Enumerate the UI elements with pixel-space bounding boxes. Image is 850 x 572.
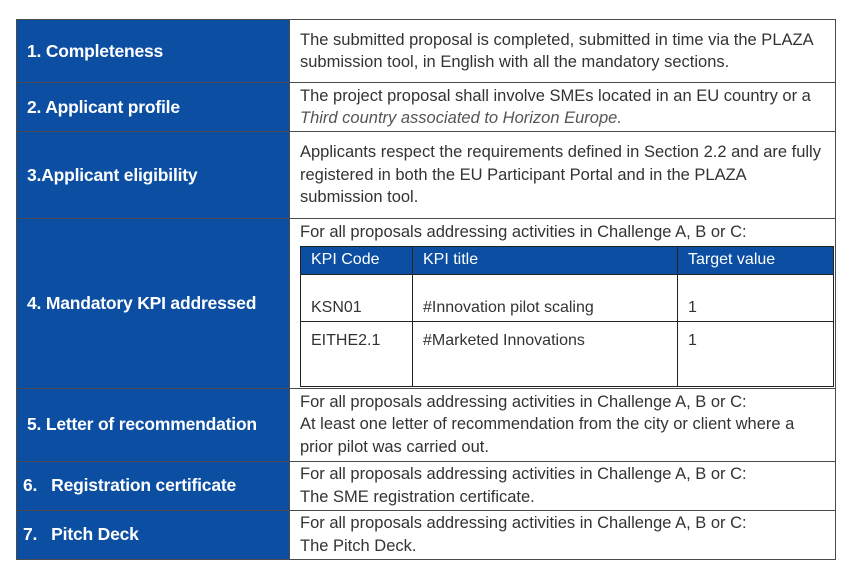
table-row — [17, 510, 836, 559]
letter-line-2: At least one letter of recommendation from the city or client where a prior pilot was carried out. — [300, 415, 795, 456]
table-row — [17, 461, 836, 510]
kpi-cell-code: KSN01 — [301, 274, 413, 321]
row-text-registration-certificate — [290, 461, 836, 510]
row-text-letter-of-recommendation — [290, 388, 836, 461]
row-content-mandatory-kpi — [290, 219, 836, 389]
kpi-header-row — [301, 246, 834, 274]
row-label-applicant-eligibility: 3.Applicant eligibility — [17, 132, 290, 219]
registration-line-1: For all proposals addressing activities in Challenge A, B or C: — [300, 465, 747, 483]
kpi-cell-target: 1 — [678, 274, 834, 321]
table-row — [17, 132, 836, 219]
eligibility-table — [16, 19, 836, 560]
applicant-profile-text: The project proposal shall involve SMEs located in an EU country or a — [300, 86, 811, 105]
row-label-completeness: 1. Completeness — [17, 20, 290, 83]
row-label-registration-certificate: 6. Registration certificate — [17, 461, 290, 510]
kpi-row — [301, 321, 834, 386]
row-text-applicant-eligibility: Applicants respect the requirements defined in Section 2.2 and are fully registered in both the EU Participant Portal and in the PLAZA submission tool. — [290, 132, 836, 219]
kpi-table — [300, 246, 834, 387]
pitch-line-1: For all proposals addressing activities in Challenge A, B or C: — [300, 514, 747, 532]
table-row — [17, 83, 836, 132]
row-text-pitch-deck — [290, 510, 836, 559]
kpi-cell-title: #Marketed Innovations — [413, 321, 678, 386]
row-label-mandatory-kpi: 4. Mandatory KPI addressed — [17, 219, 290, 389]
row-label-letter-of-recommendation: 5. Letter of recommendation — [17, 388, 290, 461]
kpi-cell-title: #Innovation pilot scaling — [413, 274, 678, 321]
row-text-completeness: The submitted proposal is completed, submitted in time via the PLAZA submission tool, in English with all the mandatory sections. — [290, 20, 836, 83]
table-row — [17, 20, 836, 83]
row-label-applicant-profile: 2. Applicant profile — [17, 83, 290, 132]
kpi-intro-text: For all proposals addressing activities in Challenge A, B or C: — [300, 223, 747, 241]
kpi-cell-code: EITHE2.1 — [301, 321, 413, 386]
kpi-row — [301, 274, 834, 321]
row-text-applicant-profile — [290, 83, 836, 132]
pitch-line-2: The Pitch Deck. — [300, 536, 417, 555]
registration-line-2: The SME registration certificate. — [300, 487, 535, 506]
row-label-pitch-deck: 7. Pitch Deck — [17, 510, 290, 559]
table-row — [17, 388, 836, 461]
kpi-header-code: KPI Code — [301, 246, 413, 274]
kpi-header-target: Target value — [678, 246, 834, 274]
kpi-header-title: KPI title — [413, 246, 678, 274]
applicant-profile-italic: Third country associated to Horizon Europe. — [300, 109, 622, 127]
table-row — [17, 219, 836, 389]
letter-line-1: For all proposals addressing activities in Challenge A, B or C: — [300, 392, 747, 411]
kpi-cell-target: 1 — [678, 321, 834, 386]
